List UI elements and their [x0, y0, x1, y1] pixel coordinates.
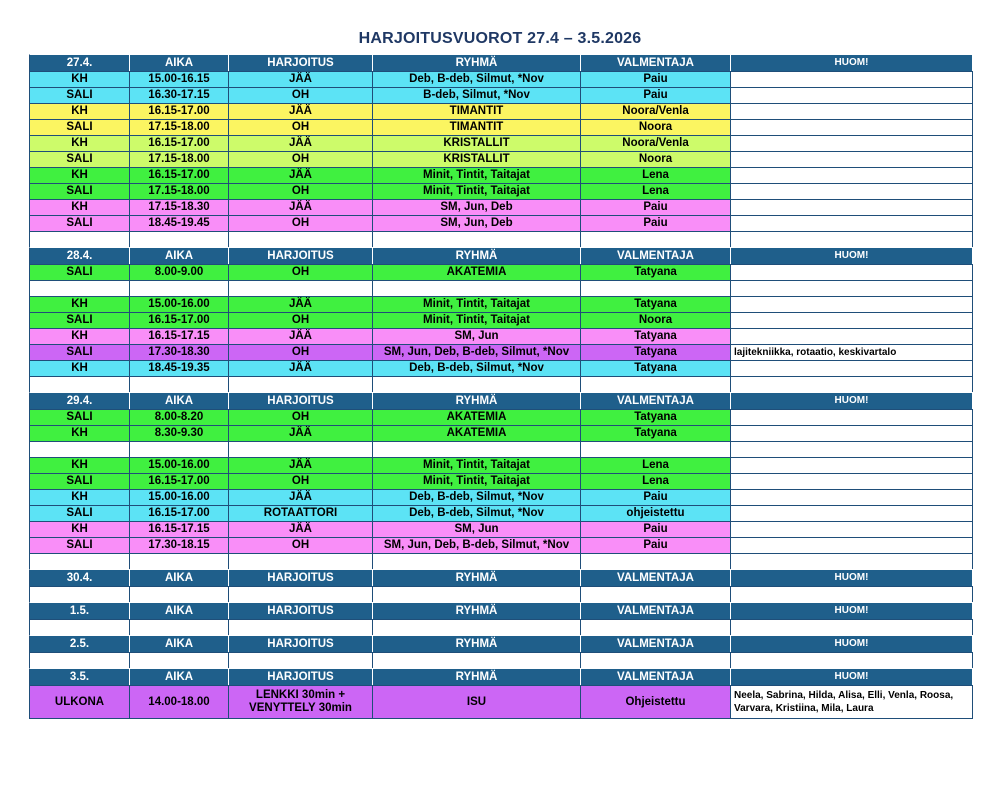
- group-cell: [372, 376, 580, 392]
- schedule-row: [29, 473, 973, 489]
- location-cell: [29, 441, 129, 457]
- note-cell: [730, 521, 973, 537]
- location-cell: ULKONA: [29, 685, 129, 719]
- location-cell: SALI: [29, 119, 129, 135]
- note-cell: [730, 441, 973, 457]
- group-cell: KRISTALLIT: [372, 135, 580, 151]
- coach-cell: Tatyana: [580, 328, 730, 344]
- coach-cell: Paiu: [580, 199, 730, 215]
- group-cell: [372, 586, 580, 602]
- time-cell: 18.45-19.35: [129, 360, 228, 376]
- training-cell: JÄÄ: [228, 167, 372, 183]
- group-cell: [372, 441, 580, 457]
- time-cell: 17.15-18.00: [129, 151, 228, 167]
- coach-cell: Noora: [580, 151, 730, 167]
- schedule-row: [29, 489, 973, 505]
- note-cell: [730, 87, 973, 103]
- coach-cell: [580, 280, 730, 296]
- training-cell: [228, 652, 372, 668]
- group-cell: ISU: [372, 685, 580, 719]
- column-header: HARJOITUS: [228, 392, 372, 409]
- training-cell: [228, 231, 372, 247]
- note-cell: [730, 215, 973, 231]
- coach-cell: Tatyana: [580, 409, 730, 425]
- group-cell: B-deb, Silmut, *Nov: [372, 87, 580, 103]
- training-cell: JÄÄ: [228, 328, 372, 344]
- column-header: HUOM!: [730, 392, 973, 409]
- time-cell: 17.15-18.00: [129, 183, 228, 199]
- training-cell: JÄÄ: [228, 425, 372, 441]
- location-cell: KH: [29, 103, 129, 119]
- training-cell: [228, 586, 372, 602]
- day-header-row: [29, 668, 973, 685]
- note-cell: [730, 280, 973, 296]
- time-cell: 16.30-17.15: [129, 87, 228, 103]
- training-cell: [228, 280, 372, 296]
- location-cell: KH: [29, 199, 129, 215]
- schedule-row: [29, 199, 973, 215]
- time-cell: 8.00-8.20: [129, 409, 228, 425]
- time-cell: 16.15-17.00: [129, 473, 228, 489]
- time-cell: 15.00-16.00: [129, 457, 228, 473]
- schedule-row: [29, 425, 973, 441]
- schedule-row: [29, 183, 973, 199]
- location-cell: SALI: [29, 215, 129, 231]
- group-cell: SM, Jun, Deb, B-deb, Silmut, *Nov: [372, 537, 580, 553]
- group-cell: Deb, B-deb, Silmut, *Nov: [372, 489, 580, 505]
- note-cell: [730, 360, 973, 376]
- time-cell: 15.00-16.15: [129, 71, 228, 87]
- training-cell: OH: [228, 409, 372, 425]
- location-cell: [29, 231, 129, 247]
- group-cell: SM, Jun, Deb: [372, 215, 580, 231]
- training-cell: JÄÄ: [228, 360, 372, 376]
- note-cell: [730, 425, 973, 441]
- time-cell: [129, 441, 228, 457]
- training-cell: JÄÄ: [228, 457, 372, 473]
- training-cell: OH: [228, 312, 372, 328]
- training-cell: JÄÄ: [228, 296, 372, 312]
- group-cell: Deb, B-deb, Silmut, *Nov: [372, 71, 580, 87]
- location-cell: SALI: [29, 312, 129, 328]
- location-cell: SALI: [29, 537, 129, 553]
- schedule-row: [29, 376, 973, 392]
- training-cell: JÄÄ: [228, 489, 372, 505]
- day-date: 1.5.: [29, 602, 129, 619]
- note-cell: [730, 586, 973, 602]
- location-cell: SALI: [29, 264, 129, 280]
- coach-cell: Lena: [580, 167, 730, 183]
- schedule-row: [29, 119, 973, 135]
- day-date: 3.5.: [29, 668, 129, 685]
- schedule-row: [29, 103, 973, 119]
- time-cell: 16.15-17.00: [129, 312, 228, 328]
- location-cell: SALI: [29, 473, 129, 489]
- column-header: HARJOITUS: [228, 54, 372, 71]
- group-cell: KRISTALLIT: [372, 151, 580, 167]
- coach-cell: Ohjeistettu: [580, 685, 730, 719]
- coach-cell: Lena: [580, 473, 730, 489]
- column-header: VALMENTAJA: [580, 392, 730, 409]
- training-cell: JÄÄ: [228, 71, 372, 87]
- day-date: 28.4.: [29, 247, 129, 264]
- location-cell: [29, 376, 129, 392]
- coach-cell: [580, 553, 730, 569]
- group-cell: [372, 231, 580, 247]
- note-cell: [730, 312, 973, 328]
- time-cell: 15.00-16.00: [129, 489, 228, 505]
- note-cell: [730, 505, 973, 521]
- training-cell: [228, 619, 372, 635]
- training-cell: OH: [228, 215, 372, 231]
- coach-cell: Noora: [580, 312, 730, 328]
- group-cell: AKATEMIA: [372, 425, 580, 441]
- group-cell: AKATEMIA: [372, 264, 580, 280]
- group-cell: Deb, B-deb, Silmut, *Nov: [372, 505, 580, 521]
- schedule-row: [29, 167, 973, 183]
- time-cell: [129, 376, 228, 392]
- time-cell: [129, 553, 228, 569]
- note-cell: [730, 183, 973, 199]
- training-cell: OH: [228, 151, 372, 167]
- day-header-row: [29, 602, 973, 619]
- schedule-row: [29, 586, 973, 602]
- coach-cell: Lena: [580, 183, 730, 199]
- location-cell: KH: [29, 167, 129, 183]
- time-cell: 16.15-17.15: [129, 328, 228, 344]
- group-cell: [372, 619, 580, 635]
- time-cell: 14.00-18.00: [129, 685, 228, 719]
- column-header: VALMENTAJA: [580, 668, 730, 685]
- column-header: AIKA: [129, 247, 228, 264]
- location-cell: KH: [29, 489, 129, 505]
- group-cell: SM, Jun: [372, 521, 580, 537]
- coach-cell: [580, 441, 730, 457]
- group-cell: SM, Jun, Deb, B-deb, Silmut, *Nov: [372, 344, 580, 360]
- note-cell: [730, 537, 973, 553]
- schedule-row: [29, 505, 973, 521]
- location-cell: KH: [29, 425, 129, 441]
- note-cell: [730, 119, 973, 135]
- day-date: 30.4.: [29, 569, 129, 586]
- location-cell: SALI: [29, 151, 129, 167]
- day-header-row: [29, 635, 973, 652]
- column-header: VALMENTAJA: [580, 602, 730, 619]
- group-cell: Deb, B-deb, Silmut, *Nov: [372, 360, 580, 376]
- time-cell: 8.00-9.00: [129, 264, 228, 280]
- coach-cell: Paiu: [580, 71, 730, 87]
- column-header: HARJOITUS: [228, 247, 372, 264]
- column-header: RYHMÄ: [372, 569, 580, 586]
- time-cell: 8.30-9.30: [129, 425, 228, 441]
- column-header: VALMENTAJA: [580, 54, 730, 71]
- schedule-row: [29, 71, 973, 87]
- training-cell: OH: [228, 87, 372, 103]
- column-header: HUOM!: [730, 247, 973, 264]
- schedule-row: [29, 87, 973, 103]
- coach-cell: Paiu: [580, 87, 730, 103]
- training-cell: [228, 376, 372, 392]
- column-header: AIKA: [129, 392, 228, 409]
- note-cell: [730, 71, 973, 87]
- training-cell: OH: [228, 537, 372, 553]
- location-cell: [29, 652, 129, 668]
- schedule-row: [29, 457, 973, 473]
- time-cell: 16.15-17.00: [129, 103, 228, 119]
- column-header: HARJOITUS: [228, 635, 372, 652]
- column-header: HARJOITUS: [228, 668, 372, 685]
- coach-cell: Tatyana: [580, 296, 730, 312]
- group-cell: Minit, Tintit, Taitajat: [372, 296, 580, 312]
- note-cell: [730, 199, 973, 215]
- group-cell: [372, 280, 580, 296]
- note-cell: [730, 151, 973, 167]
- schedule-row: [29, 344, 973, 360]
- note-cell: [730, 553, 973, 569]
- note-cell: [730, 296, 973, 312]
- note-cell: [730, 652, 973, 668]
- schedule-row: [29, 441, 973, 457]
- training-cell: OH: [228, 119, 372, 135]
- location-cell: KH: [29, 135, 129, 151]
- day-header-row: [29, 392, 973, 409]
- training-cell: JÄÄ: [228, 103, 372, 119]
- schedule-row: [29, 312, 973, 328]
- coach-cell: [580, 586, 730, 602]
- time-cell: 16.15-17.00: [129, 135, 228, 151]
- coach-cell: Tatyana: [580, 344, 730, 360]
- group-cell: AKATEMIA: [372, 409, 580, 425]
- training-cell: JÄÄ: [228, 135, 372, 151]
- time-cell: 17.15-18.00: [129, 119, 228, 135]
- coach-cell: Paiu: [580, 537, 730, 553]
- location-cell: KH: [29, 71, 129, 87]
- location-cell: SALI: [29, 87, 129, 103]
- group-cell: TIMANTIT: [372, 103, 580, 119]
- schedule-row: [29, 135, 973, 151]
- column-header: HUOM!: [730, 54, 973, 71]
- training-cell: LENKKI 30min + VENYTTELY 30min: [228, 685, 372, 719]
- coach-cell: Noora: [580, 119, 730, 135]
- column-header: VALMENTAJA: [580, 247, 730, 264]
- time-cell: [129, 231, 228, 247]
- coach-cell: Lena: [580, 457, 730, 473]
- location-cell: KH: [29, 457, 129, 473]
- note-cell: [730, 231, 973, 247]
- coach-cell: Paiu: [580, 521, 730, 537]
- schedule-row: [29, 151, 973, 167]
- column-header: RYHMÄ: [372, 635, 580, 652]
- note-cell: [730, 103, 973, 119]
- note-cell: [730, 473, 973, 489]
- time-cell: 16.15-17.00: [129, 167, 228, 183]
- column-header: HUOM!: [730, 569, 973, 586]
- note-cell: [730, 135, 973, 151]
- coach-cell: Tatyana: [580, 360, 730, 376]
- time-cell: 16.15-17.15: [129, 521, 228, 537]
- coach-cell: [580, 231, 730, 247]
- note-cell: [730, 264, 973, 280]
- location-cell: KH: [29, 360, 129, 376]
- note-cell: [730, 457, 973, 473]
- column-header: HARJOITUS: [228, 569, 372, 586]
- time-cell: 18.45-19.45: [129, 215, 228, 231]
- day-header-row: [29, 569, 973, 586]
- coach-cell: [580, 652, 730, 668]
- time-cell: 15.00-16.00: [129, 296, 228, 312]
- group-cell: SM, Jun, Deb: [372, 199, 580, 215]
- note-cell: Neela, Sabrina, Hilda, Alisa, Elli, Venla, Roosa, Varvara, Kristiina, Mila, Laura: [730, 685, 973, 719]
- coach-cell: Tatyana: [580, 264, 730, 280]
- day-date: 27.4.: [29, 54, 129, 71]
- time-cell: [129, 619, 228, 635]
- schedule-row: [29, 360, 973, 376]
- column-header: AIKA: [129, 54, 228, 71]
- group-cell: Minit, Tintit, Taitajat: [372, 312, 580, 328]
- training-cell: OH: [228, 183, 372, 199]
- column-header: VALMENTAJA: [580, 569, 730, 586]
- column-header: RYHMÄ: [372, 54, 580, 71]
- coach-cell: Paiu: [580, 489, 730, 505]
- group-cell: Minit, Tintit, Taitajat: [372, 167, 580, 183]
- schedule-row: [29, 553, 973, 569]
- note-cell: lajitekniikka, rotaatio, keskivartalo: [730, 344, 973, 360]
- group-cell: [372, 652, 580, 668]
- time-cell: 17.30-18.30: [129, 344, 228, 360]
- note-cell: [730, 409, 973, 425]
- page-title: HARJOITUSVUOROT 27.4 – 3.5.2026: [358, 30, 642, 47]
- time-cell: [129, 652, 228, 668]
- training-cell: JÄÄ: [228, 199, 372, 215]
- column-header: RYHMÄ: [372, 247, 580, 264]
- location-cell: KH: [29, 296, 129, 312]
- location-cell: SALI: [29, 505, 129, 521]
- column-header: AIKA: [129, 602, 228, 619]
- training-cell: OH: [228, 473, 372, 489]
- note-cell: [730, 489, 973, 505]
- schedule-row: [29, 280, 973, 296]
- column-header: AIKA: [129, 569, 228, 586]
- location-cell: [29, 280, 129, 296]
- day-header-row: [29, 247, 973, 264]
- schedule-row: [29, 296, 973, 312]
- column-header: RYHMÄ: [372, 668, 580, 685]
- location-cell: SALI: [29, 409, 129, 425]
- schedule-table: [29, 54, 973, 719]
- group-cell: Minit, Tintit, Taitajat: [372, 457, 580, 473]
- training-cell: ROTAATTORI: [228, 505, 372, 521]
- column-header: VALMENTAJA: [580, 635, 730, 652]
- schedule-row: [29, 521, 973, 537]
- schedule-row: [29, 328, 973, 344]
- coach-cell: Paiu: [580, 215, 730, 231]
- time-cell: 17.15-18.30: [129, 199, 228, 215]
- schedule-row: [29, 231, 973, 247]
- coach-cell: [580, 619, 730, 635]
- column-header: RYHMÄ: [372, 602, 580, 619]
- note-cell: [730, 328, 973, 344]
- day-header-row: [29, 54, 973, 71]
- location-cell: SALI: [29, 183, 129, 199]
- schedule-row: [29, 537, 973, 553]
- note-cell: [730, 376, 973, 392]
- column-header: HARJOITUS: [228, 602, 372, 619]
- coach-cell: Noora/Venla: [580, 103, 730, 119]
- column-header: HUOM!: [730, 602, 973, 619]
- coach-cell: Tatyana: [580, 425, 730, 441]
- column-header: AIKA: [129, 668, 228, 685]
- schedule-row: [29, 685, 973, 719]
- column-header: HUOM!: [730, 635, 973, 652]
- group-cell: Minit, Tintit, Taitajat: [372, 473, 580, 489]
- schedule-row: [29, 652, 973, 668]
- schedule-row: [29, 409, 973, 425]
- location-cell: [29, 553, 129, 569]
- location-cell: SALI: [29, 344, 129, 360]
- training-cell: OH: [228, 264, 372, 280]
- training-cell: OH: [228, 344, 372, 360]
- schedule-row: [29, 264, 973, 280]
- column-header: AIKA: [129, 635, 228, 652]
- coach-cell: Noora/Venla: [580, 135, 730, 151]
- coach-cell: ohjeistettu: [580, 505, 730, 521]
- schedule-row: [29, 215, 973, 231]
- note-cell: [730, 167, 973, 183]
- day-date: 2.5.: [29, 635, 129, 652]
- group-cell: Minit, Tintit, Taitajat: [372, 183, 580, 199]
- time-cell: [129, 586, 228, 602]
- column-header: RYHMÄ: [372, 392, 580, 409]
- schedule-row: [29, 619, 973, 635]
- training-cell: [228, 553, 372, 569]
- group-cell: TIMANTIT: [372, 119, 580, 135]
- time-cell: 16.15-17.00: [129, 505, 228, 521]
- location-cell: KH: [29, 521, 129, 537]
- time-cell: [129, 280, 228, 296]
- group-cell: SM, Jun: [372, 328, 580, 344]
- note-cell: [730, 619, 973, 635]
- training-cell: [228, 441, 372, 457]
- column-header: HUOM!: [730, 668, 973, 685]
- location-cell: [29, 619, 129, 635]
- group-cell: [372, 553, 580, 569]
- time-cell: 17.30-18.15: [129, 537, 228, 553]
- location-cell: KH: [29, 328, 129, 344]
- coach-cell: [580, 376, 730, 392]
- location-cell: [29, 586, 129, 602]
- day-date: 29.4.: [29, 392, 129, 409]
- training-cell: JÄÄ: [228, 521, 372, 537]
